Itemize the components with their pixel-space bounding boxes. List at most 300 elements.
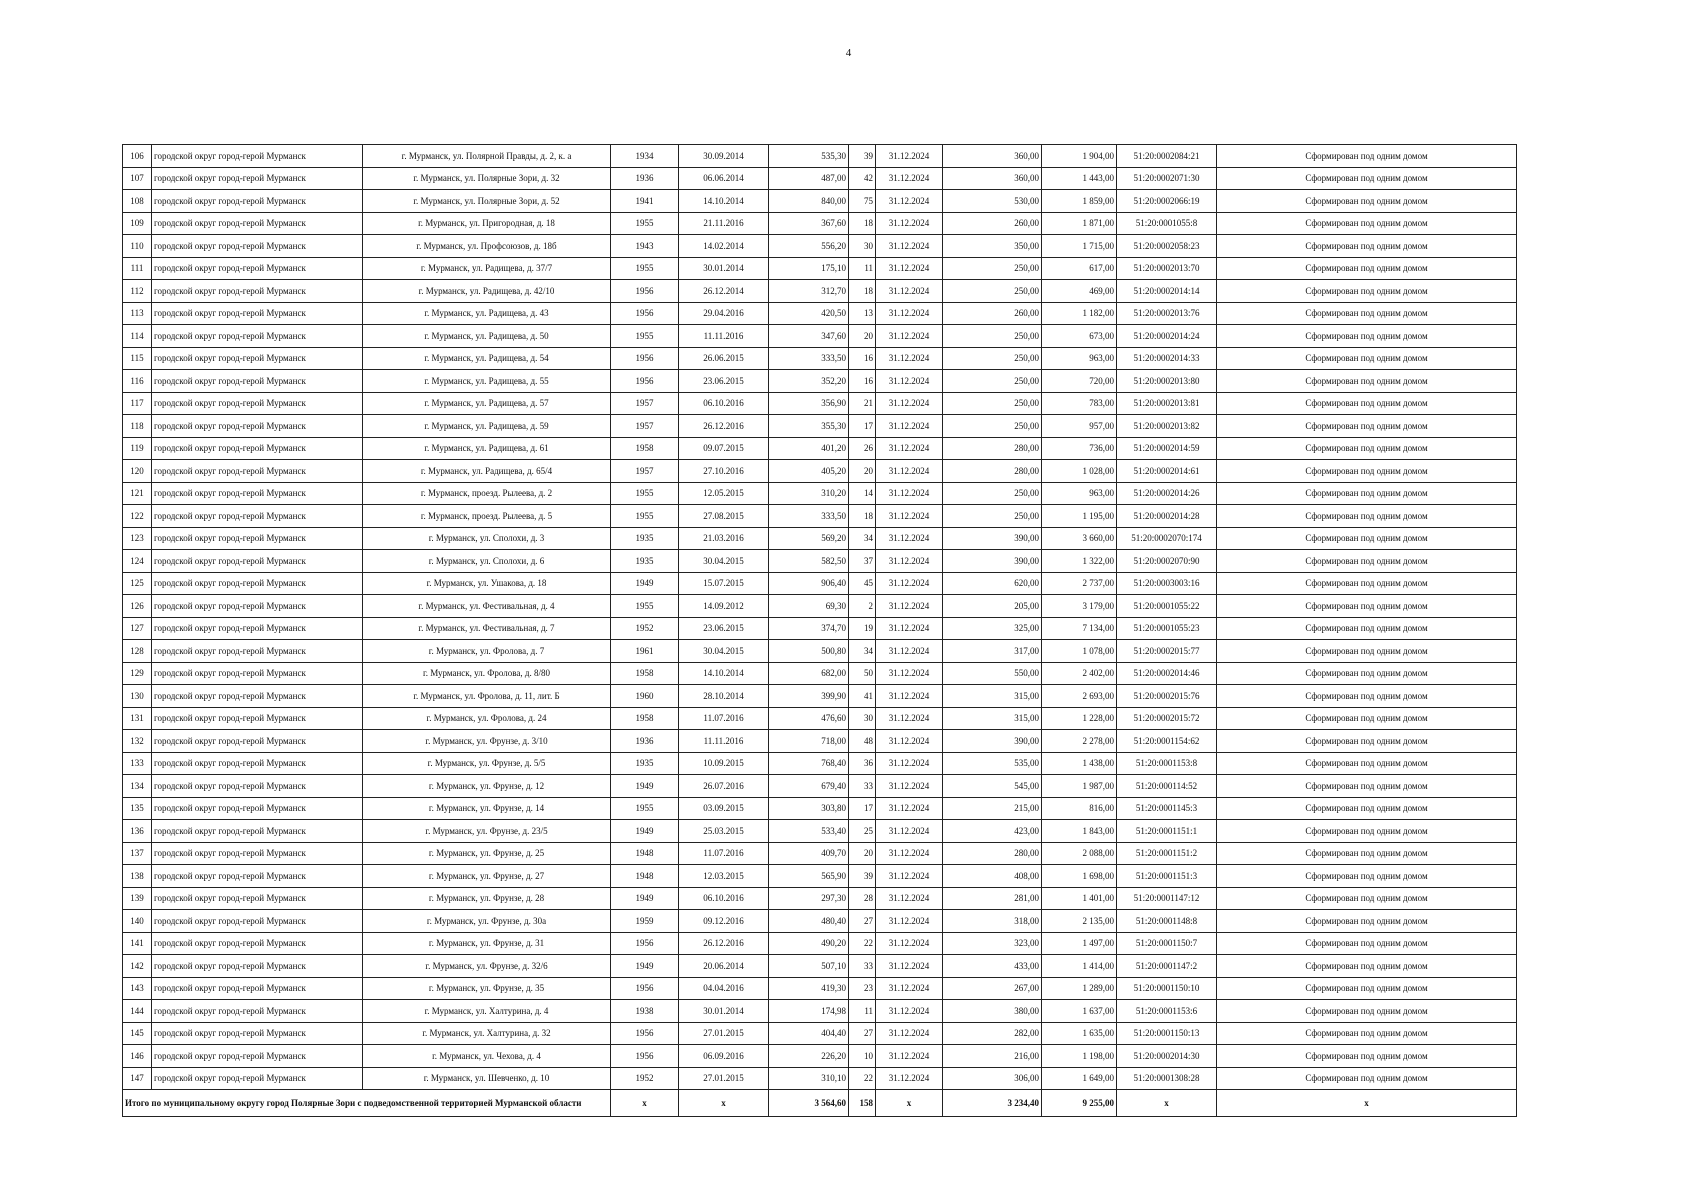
cell-deadline: 31.12.2024 bbox=[876, 527, 943, 550]
cell-land-area: 1 987,00 bbox=[1042, 775, 1117, 798]
cell-residents: 27 bbox=[849, 910, 876, 933]
table-row bbox=[123, 235, 1517, 258]
cell-deadline: 31.12.2024 bbox=[876, 887, 943, 910]
cell-land-area: 1 228,00 bbox=[1042, 707, 1117, 730]
cell-land-status: Сформирован под одним домом bbox=[1217, 932, 1517, 955]
cell-cadastral-number: 51:20:0002014:61 bbox=[1117, 460, 1217, 483]
cell-planned-area: 250,00 bbox=[943, 370, 1042, 393]
cell-land-status: Сформирован под одним домом bbox=[1217, 415, 1517, 438]
total-cell: 158 bbox=[849, 1090, 876, 1117]
table-row bbox=[123, 932, 1517, 955]
cell-planned-area: 360,00 bbox=[943, 167, 1042, 190]
cell-land-status: Сформирован под одним домом bbox=[1217, 212, 1517, 235]
cell-land-status: Сформирован под одним домом bbox=[1217, 302, 1517, 325]
cell-build-year: 1961 bbox=[611, 640, 679, 663]
table-row bbox=[123, 482, 1517, 505]
cell-build-year: 1955 bbox=[611, 325, 679, 348]
cell-planned-area: 390,00 bbox=[943, 527, 1042, 550]
cell-build-year: 1956 bbox=[611, 347, 679, 370]
cell-land-area: 1 443,00 bbox=[1042, 167, 1117, 190]
cell-planned-area: 390,00 bbox=[943, 730, 1042, 753]
cell-land-status: Сформирован под одним домом bbox=[1217, 865, 1517, 888]
cell-build-year: 1935 bbox=[611, 527, 679, 550]
cell-cadastral-number: 51:20:0002013:70 bbox=[1117, 257, 1217, 280]
cell-build-year: 1941 bbox=[611, 190, 679, 213]
cell-row-number: 112 bbox=[123, 280, 152, 303]
cell-decision-date: 11.11.2016 bbox=[679, 730, 769, 753]
table-row bbox=[123, 640, 1517, 663]
cell-build-year: 1958 bbox=[611, 707, 679, 730]
cell-land-status: Сформирован под одним домом bbox=[1217, 955, 1517, 978]
cell-row-number: 129 bbox=[123, 662, 152, 685]
cell-decision-date: 09.07.2015 bbox=[679, 437, 769, 460]
cell-row-number: 122 bbox=[123, 505, 152, 528]
cell-address: г. Мурманск, проезд. Рылеева, д. 5 bbox=[363, 505, 611, 528]
cell-residents: 22 bbox=[849, 1067, 876, 1090]
cell-address: г. Мурманск, ул. Радищева, д. 65/4 bbox=[363, 460, 611, 483]
cell-address: г. Мурманск, ул. Фрунзе, д. 12 bbox=[363, 775, 611, 798]
cell-decision-date: 21.03.2016 bbox=[679, 527, 769, 550]
cell-decision-date: 06.10.2016 bbox=[679, 392, 769, 415]
cell-cadastral-number: 51:20:0002071:30 bbox=[1117, 167, 1217, 190]
cell-deadline: 31.12.2024 bbox=[876, 932, 943, 955]
cell-municipality: городской округ город-герой Мурманск bbox=[152, 595, 363, 618]
cell-residents: 75 bbox=[849, 190, 876, 213]
cell-build-year: 1955 bbox=[611, 482, 679, 505]
cell-address: г. Мурманск, ул. Чехова, д. 4 bbox=[363, 1045, 611, 1068]
cell-cadastral-number: 51:20:0001148:8 bbox=[1117, 910, 1217, 933]
cell-address: г. Мурманск, ул. Ушакова, д. 18 bbox=[363, 572, 611, 595]
cell-land-status: Сформирован под одним домом bbox=[1217, 460, 1517, 483]
cell-decision-date: 26.07.2016 bbox=[679, 775, 769, 798]
cell-address: г. Мурманск, ул. Фрунзе, д. 30а bbox=[363, 910, 611, 933]
cell-residents: 20 bbox=[849, 842, 876, 865]
cell-land-status: Сформирован под одним домом bbox=[1217, 145, 1517, 168]
cell-address: г. Мурманск, ул. Радищева, д. 61 bbox=[363, 437, 611, 460]
cell-municipality: городской округ город-герой Мурманск bbox=[152, 1000, 363, 1023]
cell-row-number: 127 bbox=[123, 617, 152, 640]
cell-decision-date: 30.01.2014 bbox=[679, 1000, 769, 1023]
cell-build-year: 1956 bbox=[611, 280, 679, 303]
cell-row-number: 133 bbox=[123, 752, 152, 775]
cell-planned-area: 380,00 bbox=[943, 1000, 1042, 1023]
cell-build-year: 1960 bbox=[611, 685, 679, 708]
cell-area: 226,20 bbox=[769, 1045, 849, 1068]
cell-cadastral-number: 51:20:0002014:59 bbox=[1117, 437, 1217, 460]
cell-row-number: 107 bbox=[123, 167, 152, 190]
cell-row-number: 128 bbox=[123, 640, 152, 663]
cell-build-year: 1949 bbox=[611, 820, 679, 843]
cell-municipality: городской округ город-герой Мурманск bbox=[152, 167, 363, 190]
cell-deadline: 31.12.2024 bbox=[876, 775, 943, 798]
cell-cadastral-number: 51:20:0002013:82 bbox=[1117, 415, 1217, 438]
cell-deadline: 31.12.2024 bbox=[876, 820, 943, 843]
cell-land-area: 963,00 bbox=[1042, 347, 1117, 370]
cell-land-status: Сформирован под одним домом bbox=[1217, 235, 1517, 258]
cell-municipality: городской округ город-герой Мурманск bbox=[152, 887, 363, 910]
cell-land-area: 1 195,00 bbox=[1042, 505, 1117, 528]
cell-decision-date: 14.02.2014 bbox=[679, 235, 769, 258]
cell-cadastral-number: 51:20:0001147:12 bbox=[1117, 887, 1217, 910]
cell-build-year: 1959 bbox=[611, 910, 679, 933]
cell-area: 556,20 bbox=[769, 235, 849, 258]
cell-municipality: городской округ город-герой Мурманск bbox=[152, 932, 363, 955]
cell-address: г. Мурманск, ул. Фрунзе, д. 5/5 bbox=[363, 752, 611, 775]
table-row bbox=[123, 190, 1517, 213]
cell-row-number: 116 bbox=[123, 370, 152, 393]
cell-address: г. Мурманск, ул. Фрунзе, д. 25 bbox=[363, 842, 611, 865]
table-row bbox=[123, 212, 1517, 235]
cell-area: 500,80 bbox=[769, 640, 849, 663]
cell-land-status: Сформирован под одним домом bbox=[1217, 662, 1517, 685]
cell-address: г. Мурманск, ул. Шевченко, д. 10 bbox=[363, 1067, 611, 1090]
table-row bbox=[123, 1022, 1517, 1045]
cell-area: 374,70 bbox=[769, 617, 849, 640]
table-row bbox=[123, 460, 1517, 483]
cell-address: г. Мурманск, ул. Фролова, д. 24 bbox=[363, 707, 611, 730]
cell-row-number: 119 bbox=[123, 437, 152, 460]
table-row bbox=[123, 280, 1517, 303]
cell-municipality: городской округ город-герой Мурманск bbox=[152, 257, 363, 280]
cell-build-year: 1949 bbox=[611, 887, 679, 910]
cell-cadastral-number: 51:20:0001150:10 bbox=[1117, 977, 1217, 1000]
cell-decision-date: 20.06.2014 bbox=[679, 955, 769, 978]
cell-build-year: 1956 bbox=[611, 1022, 679, 1045]
cell-planned-area: 280,00 bbox=[943, 842, 1042, 865]
cell-area: 404,40 bbox=[769, 1022, 849, 1045]
cell-area: 352,20 bbox=[769, 370, 849, 393]
cell-residents: 30 bbox=[849, 235, 876, 258]
cell-area: 401,20 bbox=[769, 437, 849, 460]
cell-planned-area: 530,00 bbox=[943, 190, 1042, 213]
cell-row-number: 121 bbox=[123, 482, 152, 505]
cell-area: 312,70 bbox=[769, 280, 849, 303]
cell-municipality: городской округ город-герой Мурманск bbox=[152, 415, 363, 438]
cell-municipality: городской округ город-герой Мурманск bbox=[152, 865, 363, 888]
cell-decision-date: 12.05.2015 bbox=[679, 482, 769, 505]
cell-area: 367,60 bbox=[769, 212, 849, 235]
cell-cadastral-number: 51:20:0002014:46 bbox=[1117, 662, 1217, 685]
cell-residents: 26 bbox=[849, 437, 876, 460]
cell-residents: 25 bbox=[849, 820, 876, 843]
cell-build-year: 1949 bbox=[611, 572, 679, 595]
cell-municipality: городской округ город-герой Мурманск bbox=[152, 662, 363, 685]
table-row bbox=[123, 167, 1517, 190]
cell-residents: 21 bbox=[849, 392, 876, 415]
cell-row-number: 110 bbox=[123, 235, 152, 258]
cell-planned-area: 260,00 bbox=[943, 212, 1042, 235]
cell-decision-date: 09.12.2016 bbox=[679, 910, 769, 933]
cell-municipality: городской округ город-герой Мурманск bbox=[152, 797, 363, 820]
cell-planned-area: 423,00 bbox=[943, 820, 1042, 843]
cell-area: 333,50 bbox=[769, 505, 849, 528]
cell-land-status: Сформирован под одним домом bbox=[1217, 775, 1517, 798]
cell-cadastral-number: 51:20:0001147:2 bbox=[1117, 955, 1217, 978]
cell-residents: 20 bbox=[849, 325, 876, 348]
cell-land-status: Сформирован под одним домом bbox=[1217, 482, 1517, 505]
cell-address: г. Мурманск, ул. Полярной Правды, д. 2, к. а bbox=[363, 145, 611, 168]
cell-residents: 18 bbox=[849, 212, 876, 235]
cell-land-status: Сформирован под одним домом bbox=[1217, 550, 1517, 573]
cell-planned-area: 282,00 bbox=[943, 1022, 1042, 1045]
table-row bbox=[123, 730, 1517, 753]
cell-build-year: 1935 bbox=[611, 752, 679, 775]
cell-municipality: городской округ город-герой Мурманск bbox=[152, 640, 363, 663]
cell-area: 175,10 bbox=[769, 257, 849, 280]
cell-decision-date: 21.11.2016 bbox=[679, 212, 769, 235]
cell-build-year: 1956 bbox=[611, 370, 679, 393]
cell-residents: 19 bbox=[849, 617, 876, 640]
cell-area: 768,40 bbox=[769, 752, 849, 775]
cell-land-status: Сформирован под одним домом bbox=[1217, 595, 1517, 618]
cell-address: г. Мурманск, ул. Полярные Зори, д. 52 bbox=[363, 190, 611, 213]
cell-deadline: 31.12.2024 bbox=[876, 1000, 943, 1023]
cell-land-area: 1 843,00 bbox=[1042, 820, 1117, 843]
cell-area: 487,00 bbox=[769, 167, 849, 190]
cell-address: г. Мурманск, ул. Полярные Зори, д. 32 bbox=[363, 167, 611, 190]
cell-area: 405,20 bbox=[769, 460, 849, 483]
cell-row-number: 124 bbox=[123, 550, 152, 573]
cell-address: г. Мурманск, ул. Фрунзе, д. 31 bbox=[363, 932, 611, 955]
cell-build-year: 1935 bbox=[611, 550, 679, 573]
cell-land-area: 1 637,00 bbox=[1042, 1000, 1117, 1023]
cell-area: 533,40 bbox=[769, 820, 849, 843]
table-row bbox=[123, 1000, 1517, 1023]
cell-planned-area: 250,00 bbox=[943, 392, 1042, 415]
cell-decision-date: 06.09.2016 bbox=[679, 1045, 769, 1068]
cell-area: 507,10 bbox=[769, 955, 849, 978]
cell-residents: 34 bbox=[849, 527, 876, 550]
cell-build-year: 1934 bbox=[611, 145, 679, 168]
cell-land-status: Сформирован под одним домом bbox=[1217, 887, 1517, 910]
cell-decision-date: 26.06.2015 bbox=[679, 347, 769, 370]
cell-land-status: Сформирован под одним домом bbox=[1217, 527, 1517, 550]
table-row bbox=[123, 865, 1517, 888]
cell-decision-date: 30.09.2014 bbox=[679, 145, 769, 168]
cell-residents: 16 bbox=[849, 347, 876, 370]
cell-planned-area: 550,00 bbox=[943, 662, 1042, 685]
cell-municipality: городской округ город-герой Мурманск bbox=[152, 482, 363, 505]
cell-residents: 33 bbox=[849, 775, 876, 798]
cell-cadastral-number: 51:20:0002070:90 bbox=[1117, 550, 1217, 573]
cell-address: г. Мурманск, ул. Радищева, д. 54 bbox=[363, 347, 611, 370]
cell-decision-date: 26.12.2014 bbox=[679, 280, 769, 303]
table-row bbox=[123, 1045, 1517, 1068]
cell-build-year: 1949 bbox=[611, 955, 679, 978]
cell-row-number: 139 bbox=[123, 887, 152, 910]
cell-build-year: 1948 bbox=[611, 865, 679, 888]
cell-row-number: 118 bbox=[123, 415, 152, 438]
cell-deadline: 31.12.2024 bbox=[876, 662, 943, 685]
cell-row-number: 130 bbox=[123, 685, 152, 708]
cell-municipality: городской округ город-герой Мурманск bbox=[152, 347, 363, 370]
cell-decision-date: 23.06.2015 bbox=[679, 617, 769, 640]
cell-municipality: городской округ город-герой Мурманск bbox=[152, 550, 363, 573]
cell-planned-area: 250,00 bbox=[943, 325, 1042, 348]
cell-cadastral-number: 51:20:0001151:3 bbox=[1117, 865, 1217, 888]
cell-deadline: 31.12.2024 bbox=[876, 977, 943, 1000]
cell-address: г. Мурманск, ул. Фрунзе, д. 27 bbox=[363, 865, 611, 888]
cell-deadline: 31.12.2024 bbox=[876, 145, 943, 168]
cell-decision-date: 30.04.2015 bbox=[679, 550, 769, 573]
cell-build-year: 1943 bbox=[611, 235, 679, 258]
cell-municipality: городской округ город-герой Мурманск bbox=[152, 617, 363, 640]
table-row bbox=[123, 707, 1517, 730]
cell-area: 569,20 bbox=[769, 527, 849, 550]
cell-area: 356,90 bbox=[769, 392, 849, 415]
cell-residents: 33 bbox=[849, 955, 876, 978]
cell-address: г. Мурманск, ул. Фролова, д. 8/80 bbox=[363, 662, 611, 685]
cell-row-number: 147 bbox=[123, 1067, 152, 1090]
cell-municipality: городской округ город-герой Мурманск bbox=[152, 212, 363, 235]
cell-cadastral-number: 51:20:0002013:80 bbox=[1117, 370, 1217, 393]
cell-residents: 13 bbox=[849, 302, 876, 325]
cell-planned-area: 215,00 bbox=[943, 797, 1042, 820]
cell-land-status: Сформирован под одним домом bbox=[1217, 752, 1517, 775]
cell-deadline: 31.12.2024 bbox=[876, 752, 943, 775]
cell-municipality: городской округ город-герой Мурманск bbox=[152, 775, 363, 798]
cell-build-year: 1949 bbox=[611, 775, 679, 798]
cell-cadastral-number: 51:20:0001151:1 bbox=[1117, 820, 1217, 843]
cell-deadline: 31.12.2024 bbox=[876, 955, 943, 978]
cell-municipality: городской округ город-герой Мурманск bbox=[152, 977, 363, 1000]
cell-build-year: 1955 bbox=[611, 797, 679, 820]
cell-cadastral-number: 51:20:0002014:24 bbox=[1117, 325, 1217, 348]
cell-residents: 16 bbox=[849, 370, 876, 393]
cell-land-area: 469,00 bbox=[1042, 280, 1117, 303]
cell-cadastral-number: 51:20:0003003:16 bbox=[1117, 572, 1217, 595]
cell-deadline: 31.12.2024 bbox=[876, 842, 943, 865]
cell-area: 682,00 bbox=[769, 662, 849, 685]
cell-area: 297,30 bbox=[769, 887, 849, 910]
cell-area: 906,40 bbox=[769, 572, 849, 595]
cell-residents: 22 bbox=[849, 932, 876, 955]
cell-municipality: городской округ город-герой Мурманск bbox=[152, 820, 363, 843]
cell-deadline: 31.12.2024 bbox=[876, 572, 943, 595]
cell-address: г. Мурманск, ул. Радищева, д. 42/10 bbox=[363, 280, 611, 303]
cell-decision-date: 04.04.2016 bbox=[679, 977, 769, 1000]
table-row bbox=[123, 550, 1517, 573]
cell-cadastral-number: 51:20:0001055:23 bbox=[1117, 617, 1217, 640]
cell-residents: 42 bbox=[849, 167, 876, 190]
cell-land-area: 720,00 bbox=[1042, 370, 1117, 393]
cell-address: г. Мурманск, ул. Радищева, д. 57 bbox=[363, 392, 611, 415]
cell-row-number: 113 bbox=[123, 302, 152, 325]
table-row bbox=[123, 595, 1517, 618]
cell-residents: 28 bbox=[849, 887, 876, 910]
cell-cadastral-number: 51:20:0001145:3 bbox=[1117, 797, 1217, 820]
cell-decision-date: 26.12.2016 bbox=[679, 932, 769, 955]
cell-deadline: 31.12.2024 bbox=[876, 280, 943, 303]
cell-address: г. Мурманск, ул. Пригородная, д. 18 bbox=[363, 212, 611, 235]
cell-planned-area: 260,00 bbox=[943, 302, 1042, 325]
cell-row-number: 143 bbox=[123, 977, 152, 1000]
cell-deadline: 31.12.2024 bbox=[876, 797, 943, 820]
cell-address: г. Мурманск, ул. Фрунзе, д. 3/10 bbox=[363, 730, 611, 753]
cell-cadastral-number: 51:20:0002013:81 bbox=[1117, 392, 1217, 415]
cell-residents: 41 bbox=[849, 685, 876, 708]
cell-residents: 10 bbox=[849, 1045, 876, 1068]
table-row bbox=[123, 617, 1517, 640]
total-label: Итого по муниципальному округу город Полярные Зори с подведомственной территорией Мурманской области bbox=[123, 1090, 611, 1117]
cell-row-number: 134 bbox=[123, 775, 152, 798]
cell-land-status: Сформирован под одним домом bbox=[1217, 910, 1517, 933]
cell-planned-area: 280,00 bbox=[943, 460, 1042, 483]
cell-land-status: Сформирован под одним домом bbox=[1217, 257, 1517, 280]
cell-residents: 17 bbox=[849, 415, 876, 438]
cell-residents: 2 bbox=[849, 595, 876, 618]
cell-land-status: Сформирован под одним домом bbox=[1217, 1045, 1517, 1068]
cell-land-status: Сформирован под одним домом bbox=[1217, 1022, 1517, 1045]
cell-build-year: 1958 bbox=[611, 437, 679, 460]
cell-decision-date: 27.08.2015 bbox=[679, 505, 769, 528]
cell-cadastral-number: 51:20:0001153:6 bbox=[1117, 1000, 1217, 1023]
cell-area: 355,30 bbox=[769, 415, 849, 438]
cell-deadline: 31.12.2024 bbox=[876, 437, 943, 460]
cell-area: 420,50 bbox=[769, 302, 849, 325]
cell-land-area: 963,00 bbox=[1042, 482, 1117, 505]
cell-planned-area: 280,00 bbox=[943, 437, 1042, 460]
cell-row-number: 111 bbox=[123, 257, 152, 280]
table-row bbox=[123, 662, 1517, 685]
cell-decision-date: 06.06.2014 bbox=[679, 167, 769, 190]
cell-row-number: 131 bbox=[123, 707, 152, 730]
cell-municipality: городской округ город-герой Мурманск bbox=[152, 527, 363, 550]
cell-land-area: 2 135,00 bbox=[1042, 910, 1117, 933]
cell-planned-area: 250,00 bbox=[943, 482, 1042, 505]
cell-row-number: 120 bbox=[123, 460, 152, 483]
total-cell: x bbox=[611, 1090, 679, 1117]
cell-cadastral-number: 51:20:0002014:33 bbox=[1117, 347, 1217, 370]
cell-decision-date: 26.12.2016 bbox=[679, 415, 769, 438]
cell-cadastral-number: 51:20:0002084:21 bbox=[1117, 145, 1217, 168]
cell-planned-area: 350,00 bbox=[943, 235, 1042, 258]
cell-land-area: 1 438,00 bbox=[1042, 752, 1117, 775]
cell-land-area: 1 078,00 bbox=[1042, 640, 1117, 663]
cell-address: г. Мурманск, ул. Радищева, д. 50 bbox=[363, 325, 611, 348]
cell-deadline: 31.12.2024 bbox=[876, 347, 943, 370]
cell-build-year: 1956 bbox=[611, 1045, 679, 1068]
cell-planned-area: 325,00 bbox=[943, 617, 1042, 640]
cell-deadline: 31.12.2024 bbox=[876, 190, 943, 213]
cell-deadline: 31.12.2024 bbox=[876, 707, 943, 730]
total-cell: x bbox=[1117, 1090, 1217, 1117]
cell-area: 174,98 bbox=[769, 1000, 849, 1023]
cell-land-status: Сформирован под одним домом bbox=[1217, 730, 1517, 753]
cell-residents: 18 bbox=[849, 505, 876, 528]
cell-decision-date: 23.06.2015 bbox=[679, 370, 769, 393]
cell-municipality: городской округ город-герой Мурманск bbox=[152, 842, 363, 865]
cell-municipality: городской округ город-герой Мурманск bbox=[152, 190, 363, 213]
cell-decision-date: 27.01.2015 bbox=[679, 1067, 769, 1090]
cell-land-area: 3 179,00 bbox=[1042, 595, 1117, 618]
cell-cadastral-number: 51:20:0001055:22 bbox=[1117, 595, 1217, 618]
cell-planned-area: 250,00 bbox=[943, 415, 1042, 438]
cell-cadastral-number: 51:20:0002014:14 bbox=[1117, 280, 1217, 303]
cell-land-status: Сформирован под одним домом bbox=[1217, 820, 1517, 843]
cell-deadline: 31.12.2024 bbox=[876, 910, 943, 933]
cell-cadastral-number: 51:20:0002014:26 bbox=[1117, 482, 1217, 505]
cell-land-status: Сформирован под одним домом bbox=[1217, 685, 1517, 708]
cell-deadline: 31.12.2024 bbox=[876, 550, 943, 573]
cell-residents: 11 bbox=[849, 1000, 876, 1023]
cell-build-year: 1957 bbox=[611, 460, 679, 483]
table-row bbox=[123, 752, 1517, 775]
cell-land-status: Сформирован под одним домом bbox=[1217, 325, 1517, 348]
cell-land-area: 1 649,00 bbox=[1042, 1067, 1117, 1090]
cell-row-number: 145 bbox=[123, 1022, 152, 1045]
cell-area: 679,40 bbox=[769, 775, 849, 798]
